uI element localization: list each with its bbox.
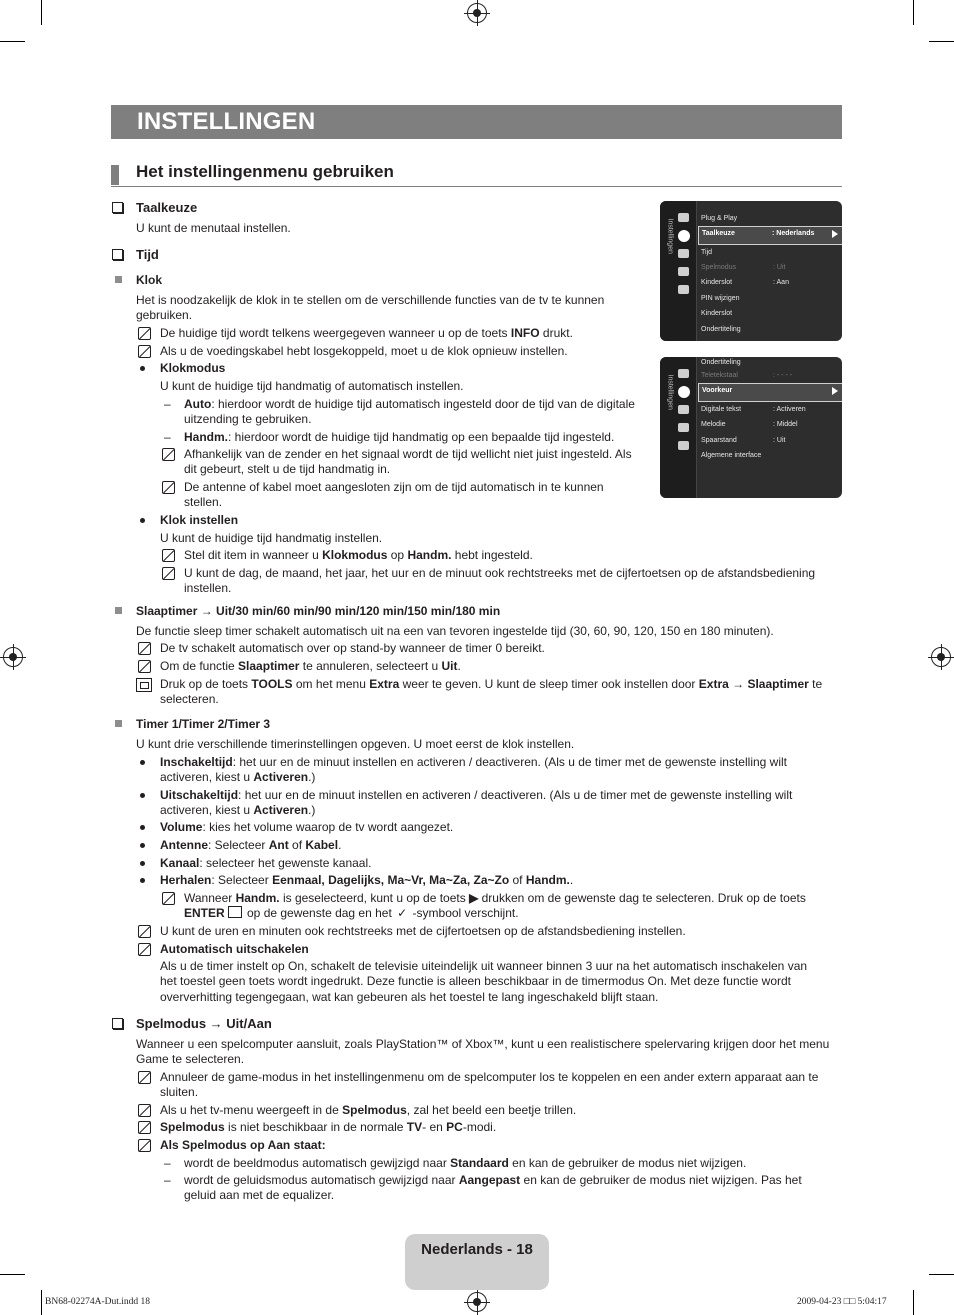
- note-icon: [162, 448, 175, 461]
- auto-uitschakelen-body: Als u de timer instelt op On, schakelt de televisie uiteindelijk uit wanneer binnen 3 uur na het automatisch inschakelen van: [160, 959, 808, 973]
- klokmodus-note: dit gebeurt, stelt u de tijd handmatig in.: [184, 462, 391, 476]
- timer-herhalen-note: Wanneer Handm. is geselecteerd, kunt u op de toets ▶ drukken om de gewenste dag te selecteren. Druk op de toets: [184, 891, 806, 905]
- timer-inschakeltijd: activeren, kiest u Activeren.): [160, 770, 316, 784]
- dash: –: [164, 1156, 171, 1170]
- bullet-icon: [140, 825, 145, 830]
- support-icon: [678, 285, 689, 294]
- spelmodus-body: Wanneer u een spelcomputer aansluit, zoals PlayStation™ of Xbox™, kunt u een realistischere spelervaring krijgen door het menu: [136, 1037, 830, 1051]
- note-icon: [162, 892, 175, 905]
- osd-item: Kinderslot: [701, 279, 733, 286]
- klokmodus-body: U kunt de huidige tijd handmatig of automatisch instellen.: [160, 379, 464, 393]
- slaaptimer-tools: Druk op de toets TOOLS om het menu Extra weer te geven. U kunt de sleep timer ook instellen door Extra → Slaaptimer te: [160, 677, 823, 691]
- timer-inschakeltijd: Inschakeltijd: het uur en de minuut instellen en activeren / deactiveren. (Als u de timer met de gewenste instelling wilt: [160, 755, 787, 769]
- klokmodus-note: De antenne of kabel moet aangesloten zijn om de tijd automatisch in te kunnen: [184, 480, 604, 494]
- osd-highlight: [698, 383, 842, 402]
- application-icon: [678, 267, 689, 276]
- bullet-icon: [140, 861, 145, 866]
- klokmodus-note: Afhankelijk van de zender en het signaal wordt de tijd wellicht niet juist ingesteld. Als: [184, 447, 632, 461]
- picture-icon: [678, 213, 689, 222]
- klok-instellen-note: U kunt de dag, de maand, het jaar, het uur en de minuut ook rechtstreeks met de cijfertoetsen op de afstandsbediening: [184, 566, 816, 580]
- osd-highlight-label: Voorkeur: [702, 387, 733, 394]
- osd-value: : Activeren: [773, 406, 806, 413]
- osd-highlight: [698, 226, 842, 245]
- application-icon: [678, 423, 689, 432]
- osd-item: Ondertiteling: [701, 326, 741, 333]
- spelmodus-note: Als u het tv-menu weergeeft in de Spelmodus, zal het beeld een beetje trillen.: [160, 1103, 577, 1117]
- note-icon: [138, 1071, 151, 1084]
- osd-item: Digitale tekst: [701, 406, 742, 413]
- klokmodus-auto: Auto: hierdoor wordt de huidige tijd automatisch ingesteld door de tijd van de digitale: [184, 397, 635, 411]
- klokmodus-note: stellen.: [184, 495, 223, 509]
- checkmark-icon: ✓: [397, 906, 408, 920]
- timer-herhalen-note: ENTER op de gewenste dag en het ✓ -symbool verschijnt.: [184, 906, 519, 920]
- slaaptimer-heading: Slaaptimer → Uit/30 min/60 min/90 min/120 min/150 min/180 min: [136, 604, 501, 618]
- osd-side-label: Instellingen: [666, 218, 674, 254]
- slug-left: BN68-02274A-Dut.indd 18: [45, 1297, 151, 1307]
- osd-value: : Aan: [773, 279, 789, 286]
- auto-uitschakelen-heading: Automatisch uitschakelen: [160, 942, 309, 956]
- osd-item: Melodie: [701, 421, 726, 428]
- osd-item: Algemene interface: [701, 452, 762, 459]
- timer-uitschakeltijd: activeren, kiest u Activeren.): [160, 803, 316, 817]
- support-icon: [678, 441, 689, 450]
- spelmodus-dash: wordt de geluidsmodus automatisch gewijzigd naar Aangepast en kan de gebruiker de modus niet wijzigen. Pas het: [184, 1173, 802, 1187]
- square-bullet-icon: [115, 607, 122, 614]
- checkbox-icon: [112, 202, 123, 213]
- note-icon: [138, 660, 151, 673]
- bullet-icon: [140, 878, 145, 883]
- osd-menu-voorkeur: [660, 357, 842, 498]
- klok-body: gebruiken.: [136, 308, 193, 322]
- timer-antenne: Antenne: Selecteer Ant of Kabel.: [160, 838, 342, 852]
- settings-icon: [678, 386, 690, 398]
- tools-icon: [136, 678, 152, 692]
- timer-herhalen: Herhalen: Selecteer Eenmaal, Dagelijks, Ma~Vr, Ma~Za, Za~Zo of Handm..: [160, 873, 574, 887]
- klok-note: De huidige tijd wordt telkens weergegeven wanneer u op de toets INFO drukt.: [160, 326, 573, 340]
- klokmodus-auto: uitzending te gebruiken.: [184, 412, 312, 426]
- timer-volume: Volume: kies het volume waarop de tv wordt aangezet.: [160, 820, 454, 834]
- klok-instellen-note: Stel dit item in wanneer u Klokmodus op Handm. hebt ingesteld.: [184, 548, 533, 562]
- page-title: INSTELLINGEN: [137, 108, 316, 135]
- slaaptimer-note: De tv schakelt automatisch over op stand-by wanneer de timer 0 bereikt.: [160, 641, 545, 655]
- osd-highlight-label: Taalkeuze: [702, 230, 735, 237]
- taalkeuze-heading: Taalkeuze: [136, 200, 198, 215]
- note-icon: [138, 345, 151, 358]
- square-bullet-icon: [115, 720, 122, 727]
- input-icon: [678, 249, 689, 258]
- page-number-tab: [405, 1234, 549, 1290]
- note-icon: [138, 1121, 151, 1134]
- settings-icon: [678, 230, 690, 242]
- osd-menu-taalkeuze: [660, 201, 842, 341]
- klok-instellen-body: U kunt de huidige tijd handmatig instellen.: [160, 531, 383, 545]
- klok-instellen-note: instellen.: [184, 581, 232, 595]
- checkbox-icon: [112, 249, 123, 260]
- osd-item: Kinderslot: [701, 310, 733, 317]
- dash: –: [164, 397, 171, 411]
- osd-value: : Middel: [773, 421, 798, 428]
- note-icon: [138, 642, 151, 655]
- osd-value: : - - - -: [773, 372, 793, 379]
- registration-mark-icon: [3, 647, 23, 667]
- spelmodus-dash: wordt de beeldmodus automatisch gewijzigd naar Standaard en kan de gebruiker de modus niet wijzigen.: [184, 1156, 747, 1170]
- osd-item: Plug & Play: [701, 215, 738, 222]
- bullet-icon: [140, 843, 145, 848]
- spelmodus-note: sluiten.: [160, 1085, 199, 1099]
- timer-body: U kunt drie verschillende timerinstellingen opgeven. U moet eerst de klok instellen.: [136, 737, 575, 751]
- bullet-icon: [140, 760, 145, 765]
- osd-highlight-value: : Nederlands: [772, 230, 815, 237]
- dash: –: [164, 1173, 171, 1187]
- spelmodus-note: Spelmodus is niet beschikbaar in de normale TV- en PC-modi.: [160, 1120, 497, 1134]
- dash: –: [164, 430, 171, 444]
- note-icon: [138, 925, 151, 938]
- klok-heading: Klok: [136, 273, 163, 287]
- klokmodus-heading: Klokmodus: [160, 361, 226, 375]
- osd-value: : Uit: [773, 264, 786, 271]
- registration-mark-icon: [467, 3, 487, 23]
- arrow-right-icon: [832, 230, 838, 238]
- slaaptimer-note: Om de functie Slaaptimer te annuleren, selecteert u Uit.: [160, 659, 461, 673]
- osd-item: Tijd: [701, 249, 713, 256]
- picture-icon: [678, 369, 689, 378]
- osd-item: Teletekstaal: [701, 372, 738, 379]
- input-icon: [678, 405, 689, 414]
- tijd-heading: Tijd: [136, 247, 159, 262]
- spelmodus-heading: Spelmodus → Uit/Aan: [136, 1016, 272, 1031]
- page-number: Nederlands - 18: [421, 1241, 533, 1258]
- timer-note: U kunt de uren en minuten ook rechtstreeks met de cijfertoetsen op de afstandsbediening instellen.: [160, 924, 686, 938]
- klok-body: Het is noodzakelijk de klok in te stellen om de verschillende functies van de tv te kunnen: [136, 293, 605, 307]
- auto-uitschakelen-body: oververhitting tegengegaan, wat kan gebeuren als het toestel te lang ingeschakeld blijft staan.: [160, 990, 659, 1004]
- section-header: [111, 160, 842, 187]
- section-title: Het instellingenmenu gebruiken: [136, 162, 394, 181]
- note-icon: [138, 1139, 151, 1152]
- osd-side-label: Instellingen: [666, 374, 674, 410]
- timer-heading: Timer 1/Timer 2/Timer 3: [136, 717, 271, 731]
- section-bar: [111, 165, 119, 185]
- klokmodus-handm: Handm.: hierdoor wordt de huidige tijd handmatig op een bepaalde tijd ingesteld.: [184, 430, 615, 444]
- bullet-icon: [140, 366, 145, 371]
- bullet-icon: [140, 793, 145, 798]
- spelmodus-body: Game te selecteren.: [136, 1052, 245, 1066]
- timer-uitschakeltijd: Uitschakeltijd: het uur en de minuut instellen en activeren / deactiveren. (Als u de timer met de gewenste instelling wilt: [160, 788, 793, 802]
- page-title-banner: [111, 105, 842, 139]
- taalkeuze-body: U kunt de menutaal instellen.: [136, 221, 291, 235]
- note-icon: [138, 943, 151, 956]
- klok-note: Als u de voedingskabel hebt losgekoppeld, moet u de klok opnieuw instellen.: [160, 344, 568, 358]
- checkbox-icon: [112, 1018, 123, 1029]
- note-icon: [162, 567, 175, 580]
- slug-right: 2009-04-23 □□ 5:04:17: [797, 1297, 887, 1307]
- registration-mark-icon: [931, 647, 951, 667]
- bullet-icon: [140, 518, 145, 523]
- spelmodus-note: Als Spelmodus op Aan staat:: [160, 1138, 326, 1152]
- osd-item: Spaarstand: [701, 437, 737, 444]
- enter-icon: [228, 906, 242, 918]
- timer-kanaal: Kanaal: selecteer het gewenste kanaal.: [160, 856, 372, 870]
- slaaptimer-body: De functie sleep timer schakelt automatisch uit na een van tevoren ingestelde tijd (30, 60, 90, 120, 150 en 180 minuten).: [136, 624, 774, 638]
- note-icon: [138, 1104, 151, 1117]
- square-bullet-icon: [115, 276, 122, 283]
- note-icon: [162, 549, 175, 562]
- registration-mark-icon: [467, 1292, 487, 1312]
- osd-item: Spelmodus: [701, 264, 737, 271]
- osd-item: Ondertiteling: [701, 359, 741, 366]
- note-icon: [162, 481, 175, 494]
- auto-uitschakelen-body: het toestel geen toets wordt ingedrukt. Deze functie is alleen beschikbaar in de timermodus On. Met deze functie wordt: [160, 974, 792, 988]
- klok-instellen-heading: Klok instellen: [160, 513, 239, 527]
- osd-value: : Uit: [773, 437, 786, 444]
- note-icon: [138, 327, 151, 340]
- osd-item: PIN wijzigen: [701, 295, 740, 302]
- arrow-right-icon: [832, 387, 838, 395]
- slaaptimer-tools: selecteren.: [160, 692, 219, 706]
- spelmodus-note: Annuleer de game-modus in het instellingenmenu om de spelcomputer los te koppelen en een ander extern apparaat aan te: [160, 1070, 819, 1084]
- spelmodus-dash: geluid aan met de equalizer.: [184, 1188, 335, 1202]
